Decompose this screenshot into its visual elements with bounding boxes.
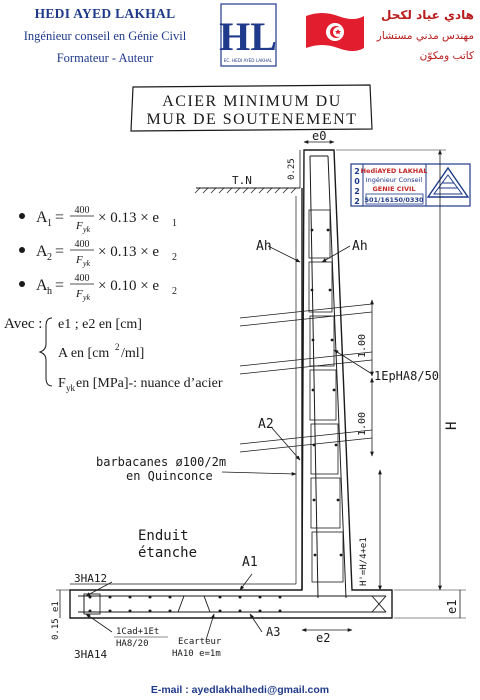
title-line-1: ACIER MINIMUM DU [162,93,342,110]
formula-a2-num: 400 [74,239,90,250]
formula-ah-factor: × 0.10 × e [98,278,160,294]
avec-line-3-sub: yk [66,383,75,393]
stamp-title: Ingénieur Conseil [365,176,423,184]
svg-text:=: = [55,277,65,294]
formula-ah-factor-sub: 2 [172,286,177,297]
label-a1: A1 [242,555,258,570]
formula-a2-lhs: A [36,243,48,260]
formula-ah-num: 400 [74,273,90,284]
avec-line-3b: en [MPa]-: nuance d’acier [76,376,223,391]
formula-ah-den-sub: yk [83,293,91,302]
label-ecarteur-1: Ecarteur [178,637,222,647]
avec-line-2a: A en [cm [58,346,110,361]
arabic-author-title: مهندس مدني مستشار [376,30,474,42]
author-name: HEDI AYED LAKHAL [34,6,176,21]
formula-ah-sub: h [47,286,52,297]
formula-ah [19,273,177,302]
label-enduit-1: Enduit [138,528,189,544]
label-0-25: 0.25 [287,158,297,180]
formula-a2-factor: × 0.13 × e [98,244,160,260]
label-e1-left: e1 [51,601,61,612]
label-enduit-2: étanche [138,545,198,561]
avec-line-1: e1 ; e2 en [cm] [58,317,142,332]
formula-ah-den: F [76,288,83,300]
formula-a1-factor: × 0.13 × e [98,210,160,226]
label-ha8: HA8/20 [116,639,149,649]
engineer-stamp [351,164,470,206]
stamp-digit-4: 2 [354,197,360,206]
label-tn: T.N [232,174,252,187]
arabic-author-name: هادي عياد لكحل [381,8,474,22]
formula-a2-den: F [76,254,83,266]
logo-letters: HL [219,14,277,59]
stamp-digit-2: 0 [354,177,360,186]
formula-a1-sub: 1 [47,218,52,229]
label-ah-right: Ah [352,239,368,254]
footer-email: E-mail : ayedlakhalhedi@gmail.com [150,684,330,696]
stamp-name: HediAYED LAKHAL [360,167,428,175]
label-ecarteur-2: HA10 e=1m [172,649,221,659]
label-0-15: 0.15 [51,618,61,640]
label-barbacanes-2: en Quinconce [126,469,213,483]
title-box [131,85,372,131]
formula-a2-factor-sub: 2 [172,252,177,263]
avec-line-2b: /ml] [121,346,145,361]
label-a2: A2 [258,417,274,432]
label-e1-right: e1 [445,599,459,614]
svg-text:=: = [55,209,65,226]
formula-ah-lhs: A [36,277,48,294]
label-h-prime: H'=H/4+e1 [359,537,369,586]
label-e2: e2 [316,631,331,645]
label-3ha12: 3HA12 [74,572,108,585]
hl-logo [219,4,277,66]
label-e0: e0 [312,129,327,143]
avec-line-2-sup: 2 [115,342,120,352]
avec-line-3a: F [58,376,66,391]
formula-a1-num: 400 [74,205,90,216]
formula-a2-den-sub: yk [83,259,91,268]
label-stirrup: 1EpHA8/50 [374,369,440,383]
formula-a1-den: F [76,220,83,232]
label-ah-left: Ah [256,239,272,254]
author-role: Formateur - Auteur [56,51,154,65]
label-dim-1-00-a: 1.00 [357,333,368,358]
ground-hatch [195,188,296,193]
label-a3: A3 [266,625,281,639]
label-dim-1-00-b: 1.00 [357,411,368,436]
title-line-2: MUR DE SOUTENEMENT [146,111,358,128]
svg-text:=: = [55,243,65,260]
drawing-labels [51,129,460,661]
formula-a1-lhs: A [36,209,48,226]
avec-label: Avec : [4,316,43,332]
formula-a2-sub: 2 [47,252,52,263]
formula-a1 [19,205,177,234]
stamp-field: GENIE CIVIL [372,185,416,193]
stamp-digit-1: 2 [354,167,360,176]
formula-a2 [19,239,177,268]
formula-a1-den-sub: yk [83,225,91,234]
label-barbacanes-1: barbacanes ø100/2m [96,455,227,469]
logo-caption: EC. HEDI AYED LAKHAL [223,58,273,63]
arabic-author-role: كاتب ومكوّن [419,50,474,62]
author-title: Ingénieur conseil en Génie Civil [23,29,187,43]
tunisia-flag-icon [306,13,364,51]
avec-block [4,316,223,393]
formula-a1-factor-sub: 1 [172,218,177,229]
label-cad: 1Cad+1Et [116,627,160,637]
stamp-digit-3: 2 [354,187,360,196]
label-3ha14: 3HA14 [74,648,108,661]
stamp-number: 501/16150/0330 [364,196,424,204]
label-h: H [444,421,460,430]
